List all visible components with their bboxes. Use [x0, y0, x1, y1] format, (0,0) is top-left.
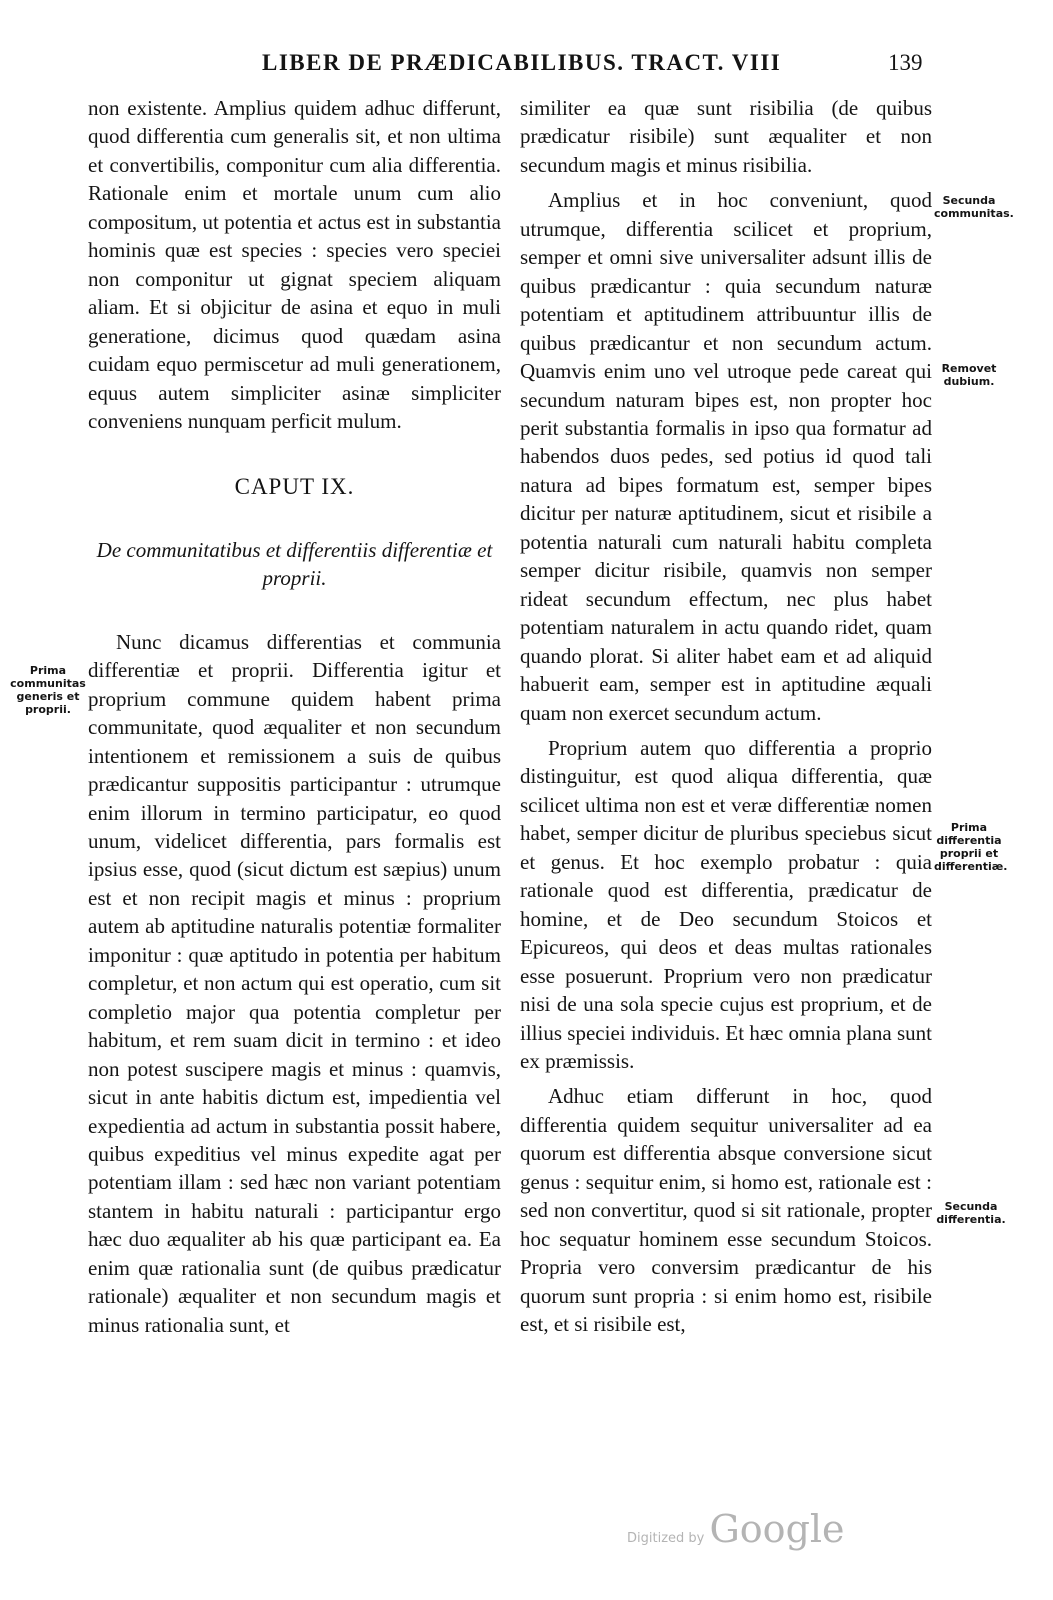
google-logo: Google [709, 1507, 845, 1551]
right-column [520, 94, 932, 1338]
sidenote-secunda-communitas: Secunda communitas. [934, 194, 1014, 220]
digitized-watermark [627, 1507, 845, 1551]
chapter-subtitle: De communitatibus et differentiis differentiæ et proprii. [96, 537, 493, 591]
left-paragraph-2: Nunc dicamus differentias et communia differentiæ et proprii. Differentia igitur et proprium commune quidem habent prima communitate, quod æqualiter et non secundum intentionem et remissionem a suis de quibus prædicantur suppositis participantur : utrumque enim illorum in termino participatur, eo quod unum, videlicet differentia, pars formalis est ipsius esse, quod (sicut dictum est sæpius) unum est et non recipit magis et minus : proprium autem ab aptitudine naturalis potentiæ formaliter imponitur : quæ aptitudo in potentia per habitum completur, et non actum qui est operatio, cum sit completio major qua potentia completur per habitum, et rem suam dicit in termino : et ideo non potest suscipere magis et minus : quamvis, sicut in ante habitis dictum est, impedientia vel expedientia ad actum in substantia possit habere, quibus expeditius vel minus expedite agat per potentiam illam : sed hæc non variant potentiam stantem in habitu naturali : participantur ergo hæc duo æqualiter ab his quæ participant ea. Ea enim quæ rationalia sunt (de quibus prædicatur rationale) æqualiter et non secundum magis et minus rationalia sunt, et [88, 629, 501, 1337]
page-number: 139 [888, 50, 923, 75]
left-paragraph-1: non existente. Amplius quidem adhuc differunt, quod differentia cum generalis sit, et non ultima et convertibilis, componitur cum alia differentia. Rationale enim et mortale unum cum alio compositum, ut potentia et actus est in substantia hominis quæ est species : species vero speciei non componitur ut gignat speciem aliquam aliam. Et si objicitur de asina et equo in muli generatione, dicimus quod quædam asina cuidam equo permiscetur ad muli generationem, equus autem simpliciter asinæ simpliciter conveniens nunquam perficit mulum. [88, 96, 501, 433]
right-paragraph-3: Proprium autem quo differentia a proprio distinguitur, est quod aliqua differentia, quæ scilicet ultima non est et veræ differentiæ nomen habet, semper dicitur de pluribus speciebus sicut et genus. Et hoc exemplo probatur : quia rationale quod est differentia, prædicatur de homine, et de Deo secundum Stoicos et Epicureos, qui deos et deas multas rationales esse posuerunt. Proprium vero non prædicatur nisi de una sola specie cujus est proprium, et de illius speciei individuis. Et hæc omnia plana sunt ex præmissis. [520, 735, 932, 1073]
page-header [0, 50, 1053, 86]
sidenote-secunda-differentia: Secunda differentia. [936, 1200, 1006, 1226]
right-paragraph-4: Adhuc etiam differunt in hoc, quod differentia quidem sequitur universaliter ad ea quorum est differentia absque conversione sicut genus : sequitur enim, si homo est, rationale est : sed non convertitur, quod si sit rationale, propter hoc sequatur hominem esse secundum Stoicos. Propria vero conversim prædicantur de his quorum sunt propria : si enim homo est, risibile est, et si risibile est, [520, 1084, 932, 1337]
digitized-by-label: Digitized by [627, 1531, 705, 1546]
chapter-title: CAPUT IX. [234, 474, 355, 500]
right-paragraph-2: Amplius et in hoc conveniunt, quod utrumque, differentia scilicet et proprium, semper et omni sive universaliter adsunt illis de quibus prædicantur : quia secundum naturæ potentiam et aptitudinem attribuuntur illis de quibus prædicantur et non secundum actum. Quamvis enim uno vel utroque pede careat qui secundum naturam bipes est, non propter hoc perit substantia formalis in ipso qua formatur ad habendos duos pedes, sed potius id quod tali natura ad bipes formatum est, semper bipes dicitur per naturæ aptitudinem, sicut et risibile a potentia naturali cum naturali habitu completa semper dicitur risibile, quamvis non semper rideat secundum effectum, nec plus habet potentiam naturalem in actu quando ridet, quam quando plorat. Si aliter habet eam et ad aliquid habuerit eam, semper est in aptitudine æquali quam non exercet secundum actum. [520, 188, 932, 725]
running-title: LIBER DE PRÆDICABILIBUS. TRACT. VIII [262, 50, 782, 75]
sidenote-prima-differentia: Prima differentia proprii et differentiæ. [934, 821, 1008, 873]
right-paragraph-1: similiter ea quæ sunt risibilia (de quibus prædicatur risibile) sunt æqualiter et non secundum magis et minus risibilia. [520, 96, 932, 177]
sidenote-removet-dubium: Removet dubium. [941, 362, 997, 388]
left-column [88, 94, 501, 1339]
sidenote-prima-communitas: Prima communitas generis et proprii. [10, 664, 86, 716]
